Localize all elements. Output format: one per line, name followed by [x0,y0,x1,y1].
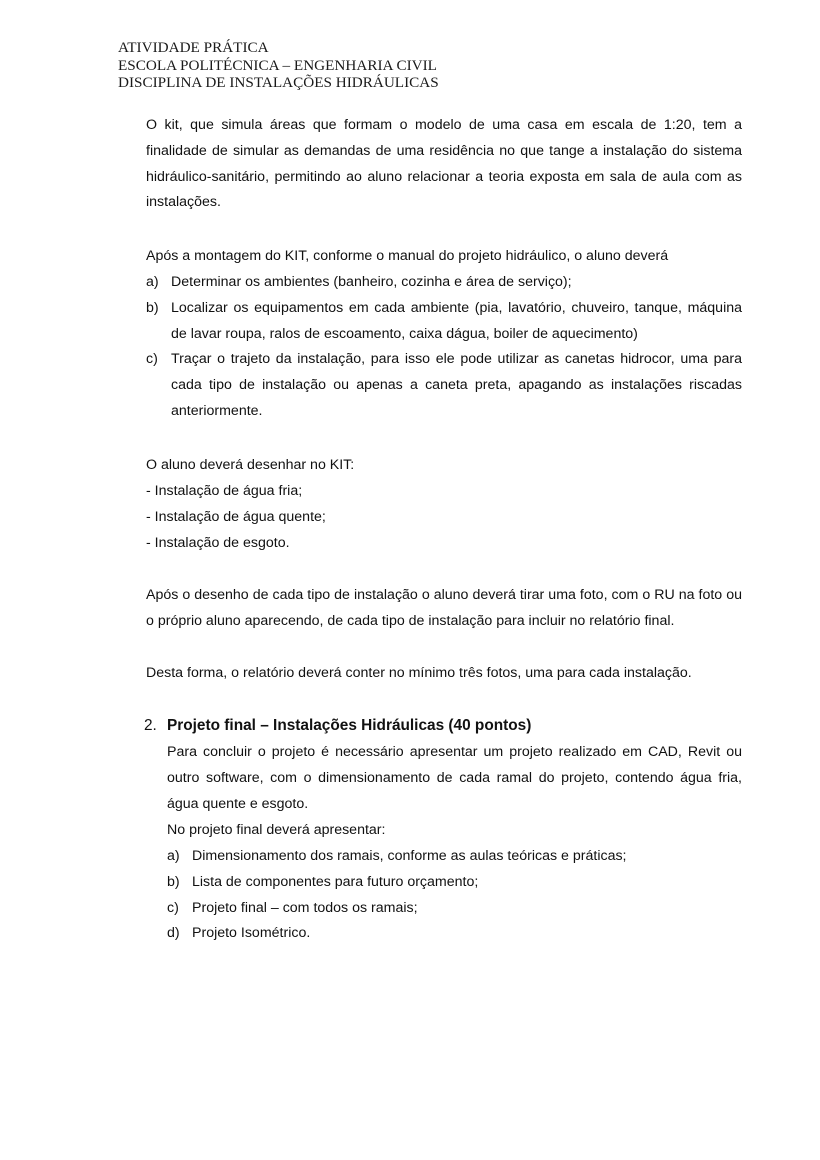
list-item-text: Localizar os equipamentos em cada ambiente (pia, lavatório, chuveiro, tanque, máquina de lavar roupa, ralos de escoamento, caixa dágua, boiler de aquecimento) [171,299,742,342]
section-number: 2. [144,717,157,734]
page-header [118,39,439,92]
list-marker: d) [167,925,180,942]
list-item [167,896,742,922]
list-item [167,870,742,896]
photo-paragraph: Após o desenho de cada tipo de instalação o aluno deverá tirar uma foto, com o RU na foto ou o próprio aluno aparecendo, de cada tipo de instalação para incluir no relatório final. [146,587,742,629]
section-2-heading [144,714,531,738]
list-marker: a) [146,274,159,290]
photo-summary: Desta forma, o relatório deverá conter no mínimo três fotos, uma para cada instalação. [146,665,692,681]
list-marker: a) [167,848,180,864]
list-item [146,347,742,424]
section-2-list-intro: No projeto final deverá apresentar: [167,822,386,838]
draw-item-cold-water: - Instalação de água fria; [146,483,303,499]
list-marker: c) [146,351,158,368]
list-item [146,270,742,296]
list-marker: b) [167,873,180,890]
list-item-text: Lista de componentes para futuro orçamento; [192,873,479,890]
header-activity-title: ATIVIDADE PRÁTICA [118,39,269,56]
steps-intro: Após a montagem do KIT, conforme o manual do projeto hidráulico, o aluno deverá [146,248,669,264]
list-item [167,844,742,870]
list-item [146,296,742,348]
section-title: Projeto final – Instalações Hidráulicas (40 pontos) [167,717,532,734]
list-item-text: Determinar os ambientes (banheiro, cozinha e área de serviço); [171,274,572,290]
section-2-paragraph: Para concluir o projeto é necessário apresentar um projeto realizado em CAD, Revit ou outro software, com o dimensionamento de cada ramal do projeto, contendo água fria, água quente e esgoto. [167,744,742,812]
list-item-text: Traçar o trajeto da instalação, para isso ele pode utilizar as canetas hidrocor, uma para cada tipo de instalação ou apenas a caneta preta, apagando as instalações riscadas anteriormente. [171,351,742,419]
final-project-list [167,844,742,947]
list-item-text: Projeto Isométrico. [192,925,311,942]
list-item [167,921,742,947]
list-marker: c) [167,899,179,916]
steps-list [146,270,742,425]
draw-item-hot-water: - Instalação de água quente; [146,509,326,525]
draw-intro: O aluno deverá desenhar no KIT: [146,457,355,473]
draw-item-sewage: - Instalação de esgoto. [146,535,290,551]
intro-paragraph: O kit, que simula áreas que formam o modelo de uma casa em escala de 1:20, tem a finalidade de simular as demandas de uma residência no que tange a instalação do sistema hidráulico-sanitário, permitindo ao aluno relacionar a teoria exposta em sala de aula com as instalações. [146,117,742,211]
list-item-text: Projeto final – com todos os ramais; [192,899,418,916]
header-school: ESCOLA POLITÉCNICA – ENGENHARIA CIVIL [118,56,437,74]
header-discipline: DISCIPLINA DE INSTALAÇÕES HIDRÁULICAS [118,74,439,92]
list-item-text: Dimensionamento dos ramais, conforme as aulas teóricas e práticas; [192,848,627,864]
list-marker: b) [146,299,159,316]
